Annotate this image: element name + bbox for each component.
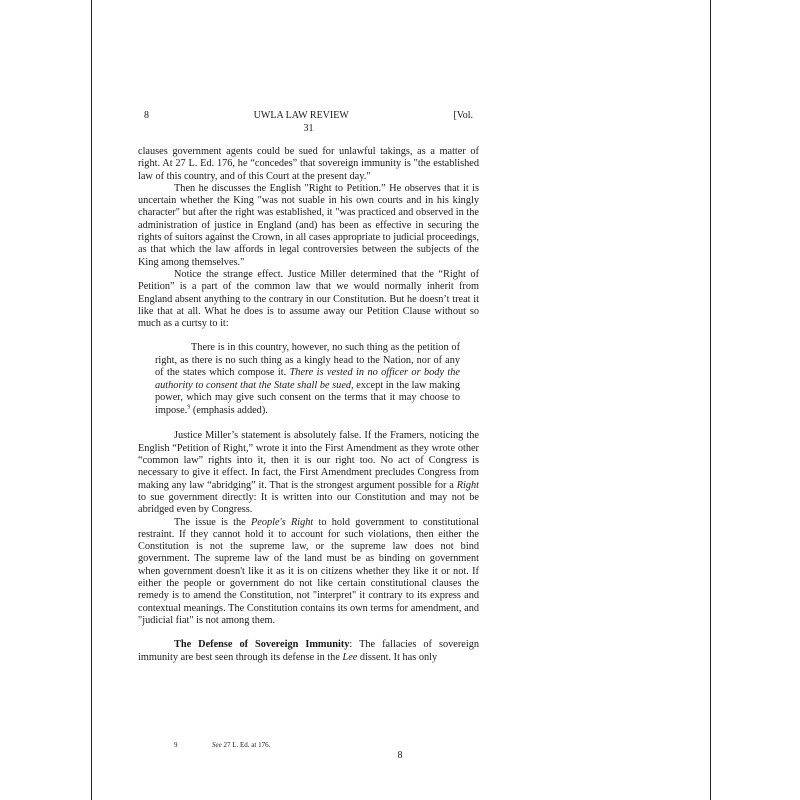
paragraph: Justice Miller’s statement is absolutely false. If the Framers, noticing the English “Petition of Right,” wrote it into the First Amendment as they wrote other “common law” rights into it, then it is our right too. No act of Congress is necessary to give it effect. In fact, the First Amendment precludes Congress from making any law “abridging” it. That is the strongest argument possible for a Right to sue government directly: It is written into our Constitution and may not be abridged even by Congress. xyxy=(138,430,479,516)
footnote-number: 9 xyxy=(174,741,178,749)
journal-title: UWLA LAW REVIEW xyxy=(253,110,349,121)
footer-page-number: 8 xyxy=(397,750,403,761)
body-text xyxy=(138,146,479,664)
quote-text: There is in this country, however, no such thing as the petition of right, as there is no such thing as a kingly head to the Nation, nor of any of the states which compose it. There is vested in no officer or body the authority to consent that the State shall be sued, except in the law making power, which may give such consent on the terms that it may choose to impose.$^9$ (emphasis added). xyxy=(155,342,461,416)
footnote-reference[interactable]: 9 xyxy=(187,404,191,411)
block-quote xyxy=(155,342,460,417)
quote-emphasis: There is vested in no officer or body the authority to consent that the State shall be sued, xyxy=(155,367,461,391)
header-page-number: 8 xyxy=(144,110,149,121)
volume-label: [Vol. xyxy=(453,110,473,121)
volume-number: 31 xyxy=(303,123,314,134)
paragraph: Then he discusses the English "Right to Petition.” He observes that it is uncertain whether the King "was not suable in his own courts and in his kingly character" but after the right was established, it "was practiced and observed in the administration of justice in England (and) has been as effective in securing the rights of suitors against the Crown, in all cases appropriate to judicial proceedings, as that which the law affords in legal controversies between the subjects of the King among themselves." xyxy=(138,182,479,268)
section-heading: The Defense of Sovereign Immunity xyxy=(174,639,350,651)
running-header xyxy=(144,109,473,135)
paragraph: The issue is the People's Right to hold government to constitutional restraint. If they cannot hold it to account for such violations, then either the Constitution is not the supreme law, or the supreme law does not bind government. The supreme law of the land must be as binding on government when government doesn't like it as it is on citizens whether they like it or not. If either the people or government do not like certain constitutional clauses the remedy is to amend the Constitution, not "interpret" it contrary to its express and contextual meanings. The Constitution contains its own terms for amendment, and "judicial fiat" is not among them. xyxy=(138,516,479,626)
paragraph: clauses government agents could be sued for unlawful takings, as a matter of right. At 27 L. Ed. 176, he “concedes” that sovereign immunity is "the established law of this country, and of this Court at the present day." xyxy=(138,146,479,182)
paragraph: The Defense of Sovereign Immunity: The fallacies of sovereign immunity are best seen through its defense in the Lee dissent. It has only xyxy=(138,639,480,663)
paragraph: Notice the strange effect. Justice Miller determined that the “Right of Petition” is a part of the common law that we would normally inherit from England absent anything to the contrary in our Constitution. But he doesn’t treat it like that at all. What he does is to assume away our Petition Clause without so much as a curtsy to it: xyxy=(138,268,479,330)
footnote: 9 See 27 L. Ed. at 176. xyxy=(174,741,271,749)
